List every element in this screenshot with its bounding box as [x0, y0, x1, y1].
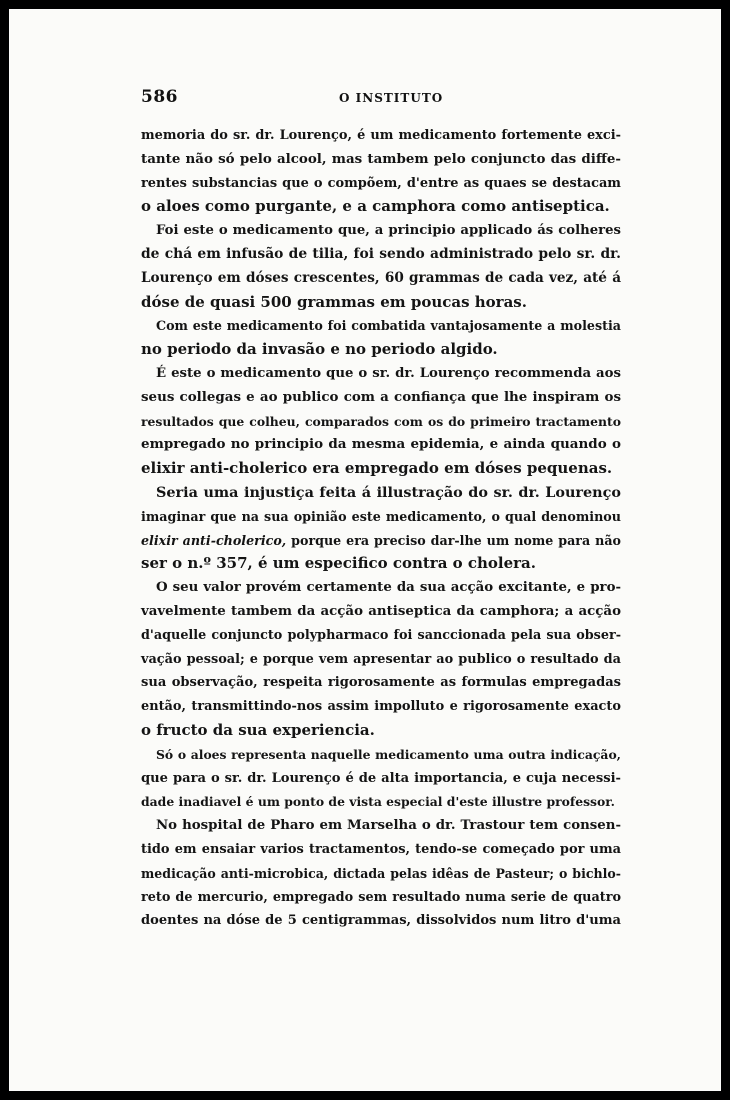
text-line: que para o sr. dr. Lourenço é de alta importancia, e cuja necessi- [141, 770, 621, 786]
text-line: vavelmente tambem da acção antiseptica da camphora; a acção [141, 602, 621, 619]
text-line: empregado no principio da mesma epidemia, e ainda quando o [141, 436, 621, 453]
body-text [141, 124, 621, 933]
running-head [141, 87, 594, 109]
text-line: o fructo da sua experiencia. [141, 720, 375, 739]
text-line: tante não só pelo alcool, mas tambem pelo conjuncto das diffe- [141, 150, 621, 167]
text-line: de chá em infusão de tilia, foi sendo administrado pelo sr. dr. [141, 245, 621, 262]
italic-term: elixir anti-cholerico, [141, 532, 287, 548]
text-line: doentes na dóse de 5 centigrammas, dissolvidos num litro d'uma [141, 913, 621, 929]
text-line: medicação anti-microbica, dictada pelas idêas de Pasteur; o bichlo- [141, 865, 621, 881]
text-line [141, 529, 621, 553]
text-line: dóse de quasi 500 grammas em poucas horas. [141, 292, 527, 311]
text-line: o aloes como purgante, e a camphora como antiseptica. [141, 197, 610, 216]
text-line: resultados que colheu, comparados com os do primeiro tractamento [141, 413, 621, 429]
text-line: d'aquelle conjuncto polypharmaco foi sanccionada pela sua obser- [141, 627, 621, 643]
text-line: no periodo da invasão e no periodo algido. [141, 340, 498, 359]
text-line: rentes substancias que o compõem, d'entre as quaes se destacam [141, 175, 621, 191]
text-line: Só o aloes representa naquelle medicamento uma outra indicação, [156, 746, 621, 762]
text-line: Com este medicamento foi combatida vantajosamente a molestia [156, 318, 621, 334]
text-line: dade inadiavel é um ponto de vista especial d'este illustre professor. [141, 794, 615, 810]
text-line: então, transmittindo-nos assim impolluto e rigorosamente exacto [141, 699, 621, 715]
journal-title: O INSTITUTO [339, 91, 444, 105]
text-line: tido em ensaiar varios tractamentos, tendo-se começado por uma [141, 841, 621, 857]
text-line: Foi este o medicamento que, a principio applicado ás colheres [156, 223, 621, 239]
text-line-rest: porque era preciso dar-lhe um nome para não [286, 532, 621, 548]
text-line: reto de mercurio, empregado sem resultado numa serie de quatro [141, 889, 621, 905]
text-line: ser o n.º 357, é um especifico contra o cholera. [141, 554, 537, 573]
text-line: O seu valor provém certamente da sua acção excitante, e pro- [156, 579, 621, 596]
page-number: 586 [141, 87, 178, 107]
text-line: No hospital de Pharo em Marselha o dr. Trastour tem consen- [156, 817, 621, 834]
text-line: memoria do sr. dr. Lourenço, é um medicamento fortemente exci- [141, 128, 621, 143]
text-line: vação pessoal; e porque vem apresentar ao publico o resultado da [141, 651, 621, 667]
text-line: Lourenço em dóses crescentes, 60 grammas de cada vez, até á [141, 269, 621, 286]
text-line: elixir anti-cholerico era empregado em dóses pequenas. [141, 459, 613, 478]
text-line: Seria uma injustiça feita á illustração do sr. dr. Lourenço [156, 483, 621, 501]
text-line: seus collegas e ao publico com a confiança que lhe inspiram os [141, 388, 621, 405]
text-line: É este o medicamento que o sr. dr. Lourenço recommenda aos [156, 365, 621, 381]
text-line: sua observação, respeita rigorosamente as formulas empregadas [141, 675, 621, 691]
text-line: imaginar que na sua opinião este medicamento, o qual denominou [141, 508, 621, 524]
